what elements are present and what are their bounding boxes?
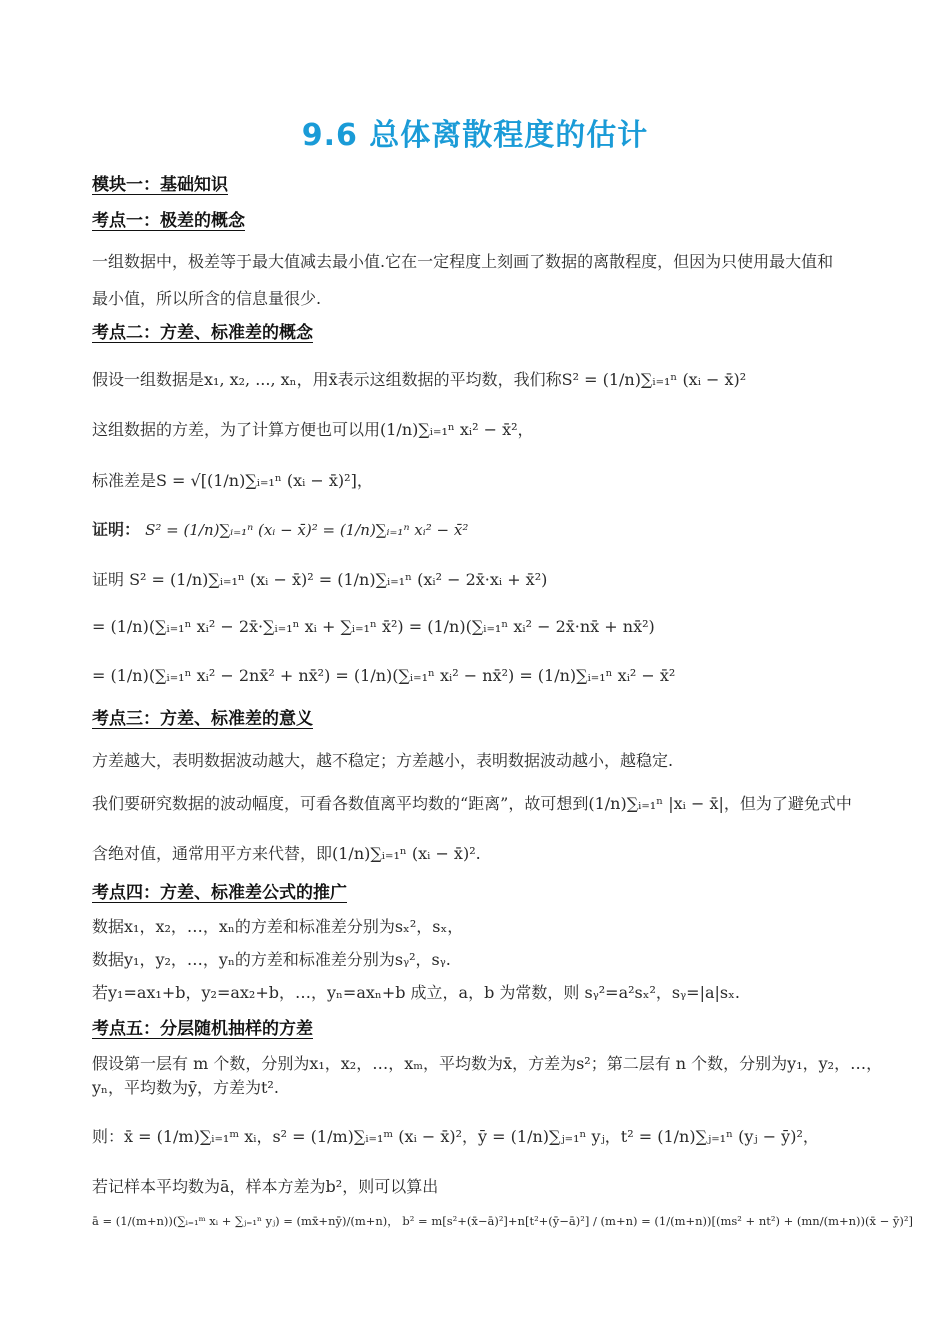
kp2-std-line: 标准差是S = √[(1/n)∑ᵢ₌₁ⁿ (xᵢ − x̄)²]， [92, 471, 373, 490]
kp3-heading: 考点三：方差、标准差的意义 [92, 709, 313, 729]
kp5-text-line2: yₙ，平均数为ȳ，方差为t². [92, 1078, 279, 1097]
kp4-text-line1: 数据x₁，x₂，…，xₙ的方差和标准差分别为sₓ²，sₓ， [92, 917, 464, 936]
kp4-heading: 考点四：方差、标准差公式的推广 [92, 883, 347, 903]
kp2-proof-step3: = (1/n)(∑ᵢ₌₁ⁿ xᵢ² − 2nx̄² + nx̄²) = (1/n)(∑ᵢ₌₁ⁿ xᵢ² − nx̄²) = (1/n)∑ᵢ₌₁ⁿ xᵢ² − x̄² [92, 666, 676, 685]
kp5-text-line4: 若记样本平均数为ā，样本方差为b²，则可以算出 [92, 1177, 439, 1196]
kp2-definition-line: 假设一组数据是x₁, x₂, ..., xₙ，用x̄表示这组数据的平均数，我们称S² = (1/n)∑ᵢ₌₁ⁿ (xᵢ − x̄)² [92, 370, 747, 389]
proof-formula: S² = (1/n)∑ᵢ₌₁ⁿ (xᵢ − x̄)² = (1/n)∑ᵢ₌₁ⁿ xᵢ² − x̄² [145, 521, 469, 539]
module-heading: 模块一：基础知识 [92, 175, 228, 195]
kp2-variance-line: 这组数据的方差，为了计算方便也可以用(1/n)∑ᵢ₌₁ⁿ xᵢ² − x̄²， [92, 420, 534, 439]
kp2-proof-step2: = (1/n)(∑ᵢ₌₁ⁿ xᵢ² − 2x̄·∑ᵢ₌₁ⁿ xᵢ + ∑ᵢ₌₁ⁿ x̄²) = (1/n)(∑ᵢ₌₁ⁿ xᵢ² − 2x̄·nx̄ + nx̄²) [92, 617, 655, 636]
page-title: 9.6 总体离散程度的估计 [301, 118, 649, 153]
kp3-text-line2: 我们要研究数据的波动幅度，可看各数值离平均数的“距离”，故可想到(1/n)∑ᵢ₌₁ⁿ |xᵢ − x̄|，但为了避免式中 [92, 794, 852, 813]
kp4-text-line2: 数据y₁，y₂，…，yₙ的方差和标准差分别为sᵧ²，sᵧ. [92, 950, 451, 969]
kp1-text-line2: 最小值，所以所含的信息量很少. [92, 289, 322, 308]
kp1-text-line1: 一组数据中，极差等于最大值减去最小值.它在一定程度上刻画了数据的离散程度，但因为只使用最大值和 [92, 252, 834, 271]
kp1-heading: 考点一：极差的概念 [92, 211, 245, 231]
proof-label: 证明： [92, 520, 141, 539]
kp5-formula-line: 则：x̄ = (1/m)∑ᵢ₌₁ᵐ xᵢ，s² = (1/m)∑ᵢ₌₁ᵐ (xᵢ − x̄)²，ȳ = (1/n)∑ⱼ₌₁ⁿ yⱼ，t² = (1/n)∑ⱼ₌₁ⁿ (yⱼ − ȳ)²， [92, 1127, 819, 1146]
kp3-text-line3: 含绝对值，通常用平方来代替，即(1/n)∑ᵢ₌₁ⁿ (xᵢ − x̄)². [92, 844, 481, 863]
kp2-proof-step1: 证明 S² = (1/n)∑ᵢ₌₁ⁿ (xᵢ − x̄)² = (1/n)∑ᵢ₌₁ⁿ (xᵢ² − 2x̄·xᵢ + x̄²) [92, 570, 548, 589]
kp5-text-line1: 假设第一层有 m 个数，分别为x₁，x₂，…，xₘ，平均数为x̄，方差为s²；第二层有 n 个数，分别为y₁，y₂，…， [92, 1054, 883, 1073]
kp4-text-line3: 若y₁=ax₁+b，y₂=ax₂+b，…，yₙ=axₙ+b 成立，a，b 为常数，则 sᵧ²=a²sₓ²，sᵧ=|a|sₓ. [92, 983, 740, 1002]
kp3-text-line1: 方差越大，表明数据波动越大，越不稳定；方差越小，表明数据波动越小，越稳定. [92, 751, 674, 770]
kp5-pooled-formula: ā = (1/(m+n))(∑ᵢ₌₁ᵐ xᵢ + ∑ⱼ₌₁ⁿ yⱼ) = (mx̄+nȳ)/(m+n)， b² = m[s²+(x̄−ā)²]+n[t²+(ȳ−ā)²] / (m+n) = (1/(m+n))[(ms² + nt²) + (mn/(m+n))(x̄ − ȳ)²] [92, 1214, 913, 1228]
kp2-heading: 考点二：方差、标准差的概念 [92, 323, 313, 343]
kp5-heading: 考点五：分层随机抽样的方差 [92, 1019, 313, 1039]
kp2-proof-statement [92, 517, 468, 540]
